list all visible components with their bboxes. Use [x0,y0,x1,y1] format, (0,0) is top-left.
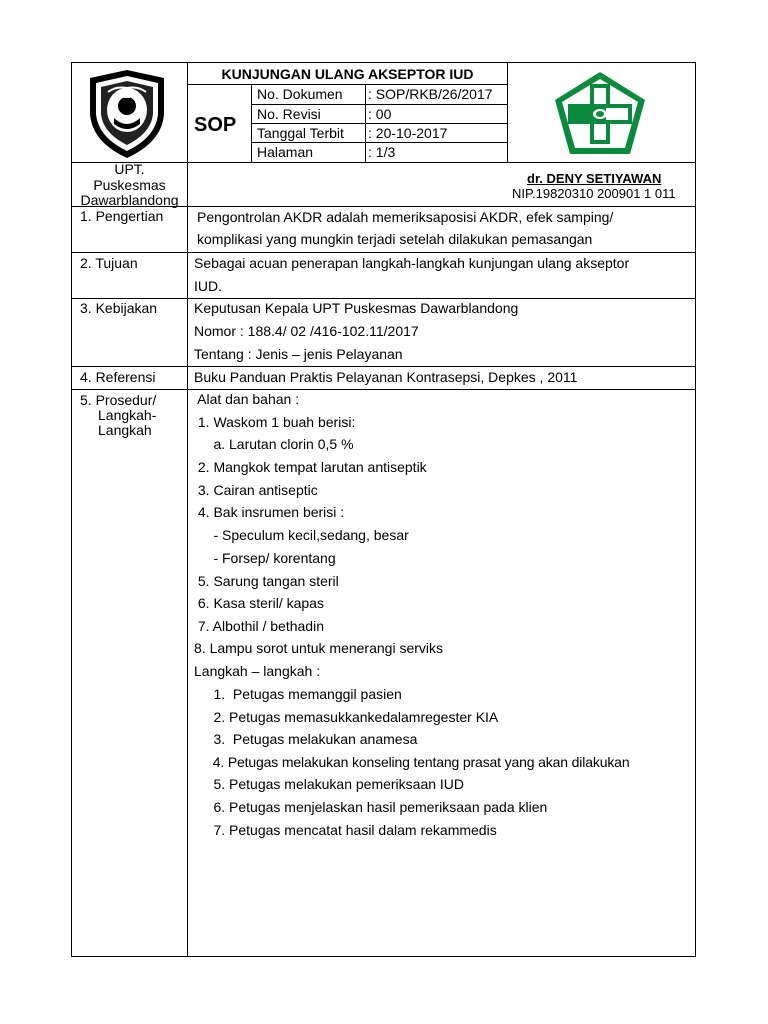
pengertian-line2: komplikasi yang mungkin terjadi setelah dilakukan pemasangan [197,231,593,247]
field-label-tanggal-terbit: Tanggal Terbit [257,125,344,141]
field-value-tanggal-terbit: : 20-10-2017 [368,125,448,141]
section-label-tujuan: 2. Tujuan [80,255,138,271]
field-value-no-revisi: : 00 [368,106,392,122]
list-item: 4. Bak insrumen berisi : [194,504,345,520]
list-item: Langkah – langkah : [194,663,321,679]
section-label-kebijakan: 3. Kebijakan [80,300,158,316]
list-item: - Speculum kecil,sedang, besar [194,527,409,543]
field-label-halaman: Halaman [257,144,314,160]
list-item: 3. Petugas melakukan anamesa [194,731,418,747]
list-item: 1. Petugas memanggil pasien [194,686,402,702]
org-name-line2: Puskesmas [93,177,166,193]
document-title: KUNJUNGAN ULANG AKSEPTOR IUD [221,66,474,82]
section-label-prosedur-2: Langkah- [98,407,157,423]
org-name-line3: Dawarblandong [80,192,179,208]
list-item: 2. Petugas memasukkankedalamregester KIA [194,709,499,725]
field-label-no-revisi: No. Revisi [257,106,321,122]
section-label-pengertian: 1. Pengertian [80,208,164,224]
field-value-halaman: : 1/3 [368,144,396,160]
list-item: 6. Petugas menjelaskan hasil pemeriksaan pada klien [194,799,548,815]
tujuan-line1: Sebagai acuan penerapan langkah-langkah kunjungan ulang akseptor [194,255,630,271]
org-name-line1: UPT. [114,161,145,177]
list-item: 2. Mangkok tempat larutan antiseptik [194,459,427,475]
list-item: 6. Kasa steril/ kapas [194,595,324,611]
signer-nip: NIP.19820310 200901 1 011 [512,186,676,201]
field-value-no-dokumen: : SOP/RKB/26/2017 [368,86,493,102]
list-item: 3. Cairan antiseptic [194,482,318,498]
list-item: 1. Waskom 1 buah berisi: [194,414,356,430]
kebijakan-line2: Nomor : 188.4/ 02 /416-102.11/2017 [194,323,419,339]
list-item: 5. Sarung tangan steril [194,573,339,589]
tujuan-line2: IUD. [194,278,222,294]
regency-emblem-icon [86,68,168,160]
list-item: 4. Petugas melakukan konseling tentang prasat yang akan dilakukan [194,754,630,770]
list-item: Alat dan bahan : [194,391,300,407]
list-item: a. Larutan clorin 0,5 % [194,436,354,452]
referensi-text: Buku Panduan Praktis Pelayanan Kontrasepsi, Depkes , 2011 [194,369,578,385]
section-label-prosedur: 5. Prosedur/ [80,392,157,408]
field-label-no-dokumen: No. Dokumen [257,86,343,102]
list-item: 7. Petugas mencatat hasil dalam rekammedis [194,822,497,838]
kebijakan-line1: Keputusan Kepala UPT Puskesmas Dawarblandong [194,300,519,316]
pengertian-line1: Pengontrolan AKDR adalah memeriksaposisi AKDR, efek samping/ [197,209,614,225]
list-item: 7. Albothil / bethadin [194,618,324,634]
puskesmas-cross-logo-icon [550,70,650,158]
list-item: 5. Petugas melakukan pemeriksaan IUD [194,776,465,792]
list-item: 8. Lampu sorot untuk menerangi serviks [194,640,444,656]
section-label-prosedur-3: Langkah [98,422,152,438]
list-item: - Forsep/ korentang [194,550,336,566]
kebijakan-line3: Tentang : Jenis – jenis Pelayanan [194,346,403,362]
section-label-referensi: 4. Referensi [80,369,156,385]
sop-label: SOP [194,114,237,136]
signer-name: dr. DENY SETIYAWAN [527,171,662,186]
